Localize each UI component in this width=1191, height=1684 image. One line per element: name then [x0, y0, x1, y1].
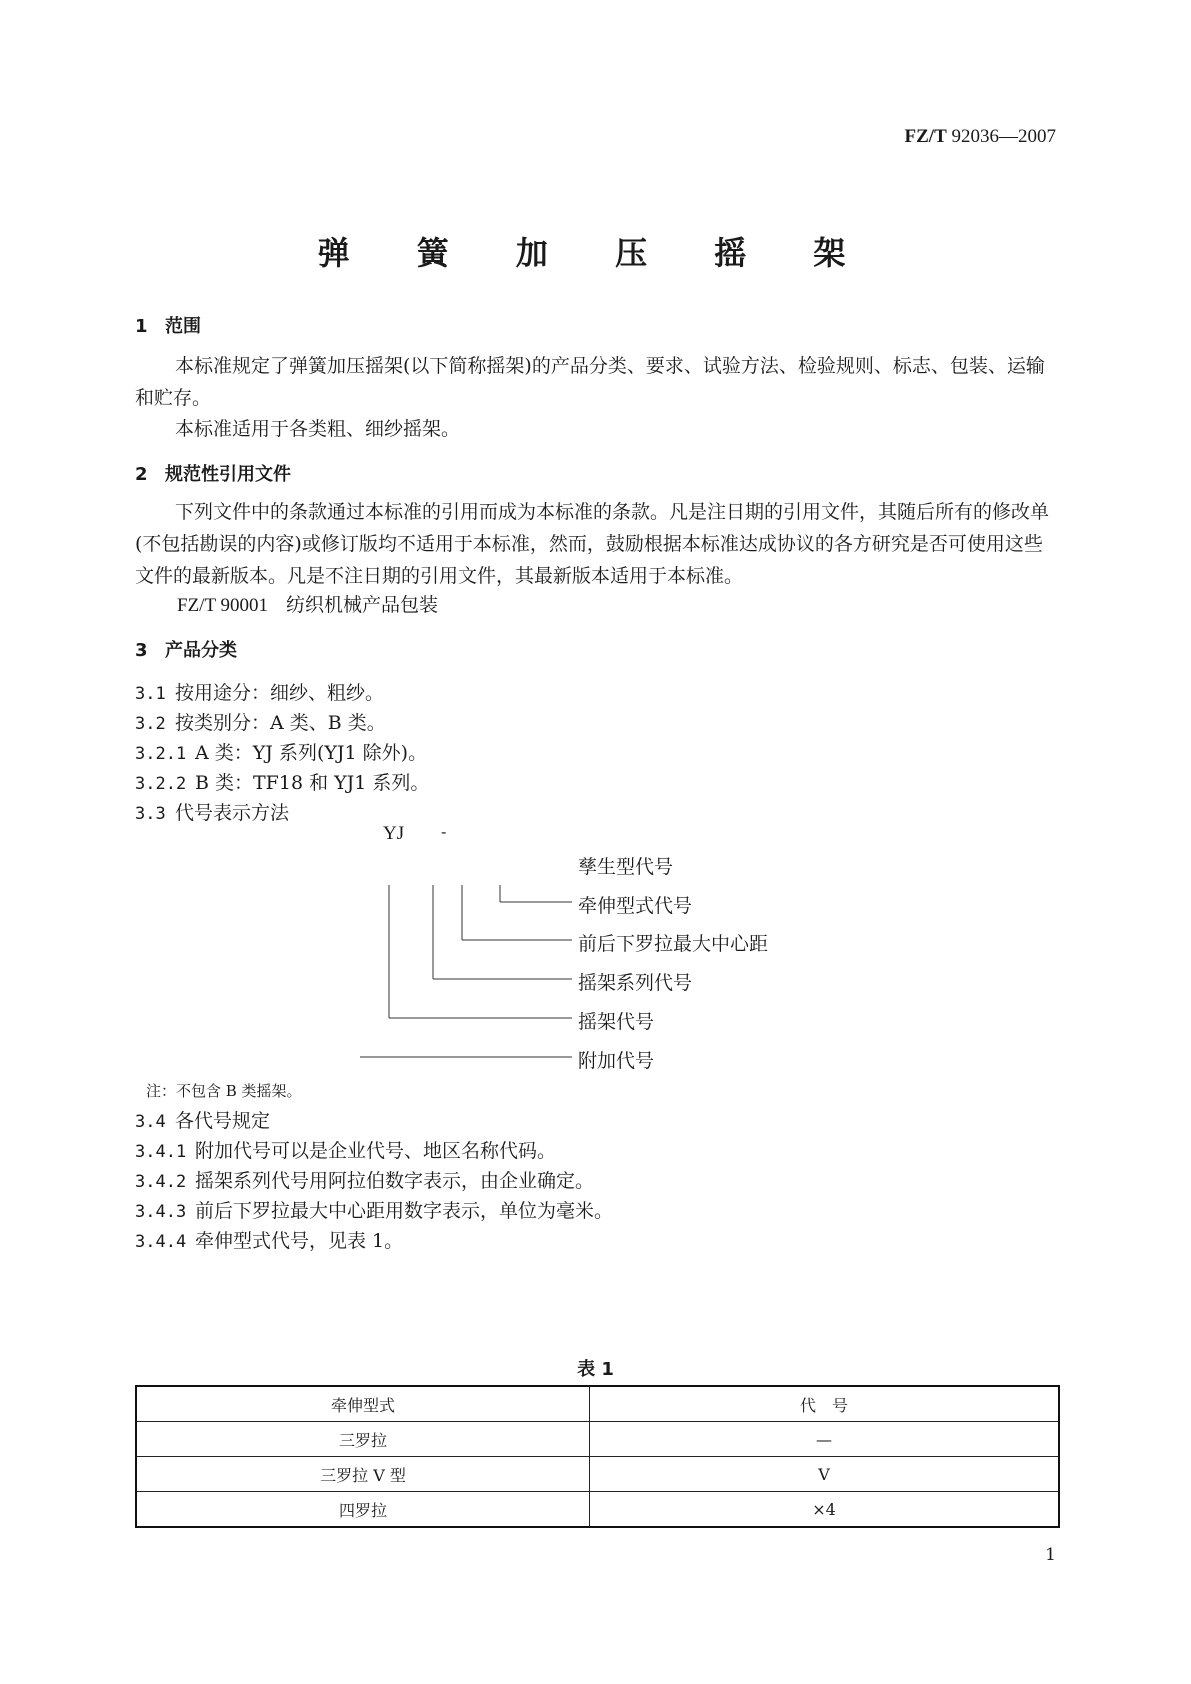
table-row — [136, 1422, 1059, 1457]
reference-code: FZ/T 90001 — [177, 595, 268, 616]
table-1-title: 表 1 — [577, 1359, 614, 1380]
clause-number: 3.4 — [135, 1112, 166, 1132]
clause-number: 3.2.2 — [135, 774, 187, 794]
clause-3-2-1 — [135, 738, 427, 765]
diagram-label-series-code: 摇架系列代号 — [578, 972, 693, 994]
section-1-paragraph-2: 本标准适用于各类粗、细纱摇架。 — [175, 418, 461, 440]
section-1-heading — [135, 312, 201, 338]
table-cell: ×4 — [590, 1492, 1060, 1528]
clause-text: 各代号规定 — [175, 1110, 271, 1132]
table-cell: 四罗拉 — [136, 1492, 590, 1528]
clause-text: 摇架系列代号用阿拉伯数字表示，由企业确定。 — [195, 1170, 595, 1192]
clause-text: 前后下罗拉最大中心距用数字表示，单位为毫米。 — [195, 1200, 614, 1222]
section-title: 产品分类 — [165, 640, 237, 661]
section-1-paragraph-1: 本标准规定了弹簧加压摇架(以下简称摇架)的产品分类、要求、试验方法、检验规则、标志、包装、运输和贮存。 — [135, 355, 1045, 409]
standard-code-number: 92036—2007 — [951, 126, 1056, 147]
clause-text: 按用途分：细纱、粗纱。 — [175, 682, 385, 704]
diagram-yj-code: YJ — [383, 823, 405, 844]
clause-3-3 — [135, 798, 289, 825]
clause-text: A 类：YJ 系列(YJ1 除外)。 — [195, 742, 428, 764]
table-row — [136, 1457, 1059, 1492]
clause-3-4 — [135, 1106, 270, 1133]
clause-3-1 — [135, 678, 384, 705]
table-header-cell: 代 号 — [590, 1386, 1060, 1422]
table-cell: 三罗拉 V 型 — [136, 1457, 590, 1492]
clause-3-4-4 — [135, 1226, 403, 1253]
table-cell: V — [590, 1457, 1060, 1492]
clause-number: 3.4.4 — [135, 1232, 187, 1252]
diagram-label-frame-code: 摇架代号 — [578, 1011, 655, 1033]
diagram-label-additional-code: 附加代号 — [578, 1050, 655, 1072]
clause-number: 3.4.1 — [135, 1142, 187, 1162]
section-2-heading — [135, 460, 291, 486]
diagram-label-drafting-type: 牵伸型式代号 — [578, 895, 693, 917]
standard-code-prefix: FZ/T — [904, 126, 947, 147]
reference-title: 纺织机械产品包装 — [285, 594, 438, 616]
clause-3-4-2 — [135, 1166, 594, 1193]
standard-code — [905, 126, 1056, 148]
clause-text: 代号表示方法 — [175, 802, 290, 824]
clause-number: 3.3 — [135, 804, 166, 824]
table-1 — [135, 1385, 1060, 1528]
clause-text: 牵伸型式代号，见表 1。 — [195, 1230, 404, 1252]
clause-number: 3.4.3 — [135, 1202, 187, 1222]
clause-text: 附加代号可以是企业代号、地区名称代码。 — [195, 1140, 557, 1162]
diagram-note: 注：不包含 B 类摇架。 — [146, 1082, 302, 1100]
diagram-label-center-distance: 前后下罗拉最大中心距 — [578, 933, 769, 955]
normative-reference — [177, 590, 438, 617]
clause-text: 按类别分：A 类、B 类。 — [175, 712, 386, 734]
section-3-heading — [135, 636, 237, 662]
clause-3-2-2 — [135, 768, 429, 795]
page-number: 1 — [1045, 1545, 1056, 1565]
table-header-row — [136, 1386, 1059, 1422]
clause-3-4-3 — [135, 1196, 613, 1223]
table-cell: 三罗拉 — [136, 1422, 590, 1457]
clause-3-4-1 — [135, 1136, 556, 1163]
table-row — [136, 1492, 1059, 1528]
clause-number: 3.2.1 — [135, 744, 187, 764]
section-number: 3 — [135, 640, 148, 661]
table-cell: — — [590, 1422, 1060, 1457]
section-2-paragraph-1: 下列文件中的条款通过本标准的引用而成为本标准的条款。凡是注日期的引用文件，其随后所有的修改单(不包括勘误的内容)或修订版均不适用于本标准，然而，鼓励根据本标准达成协议的各方研究是否可使用这些文件的最新版本。凡是不注日期的引用文件，其最新版本适用于本标准。 — [135, 501, 1050, 587]
document-title: 弹 簧 加 压 摇 架 — [317, 234, 874, 272]
clause-number: 3.4.2 — [135, 1172, 187, 1192]
clause-number: 3.2 — [135, 714, 166, 734]
section-number: 2 — [135, 464, 148, 485]
diagram-label-spin-type: 孳生型代号 — [578, 856, 674, 878]
table-header-cell: 牵伸型式 — [136, 1386, 590, 1422]
section-title: 范围 — [165, 316, 201, 337]
section-number: 1 — [135, 316, 148, 337]
clause-text: B 类：TF18 和 YJ1 系列。 — [195, 772, 430, 794]
clause-3-2 — [135, 708, 386, 735]
code-designation-diagram — [360, 885, 820, 1125]
clause-number: 3.1 — [135, 684, 166, 704]
diagram-dash: - — [441, 822, 447, 841]
section-title: 规范性引用文件 — [165, 464, 291, 485]
